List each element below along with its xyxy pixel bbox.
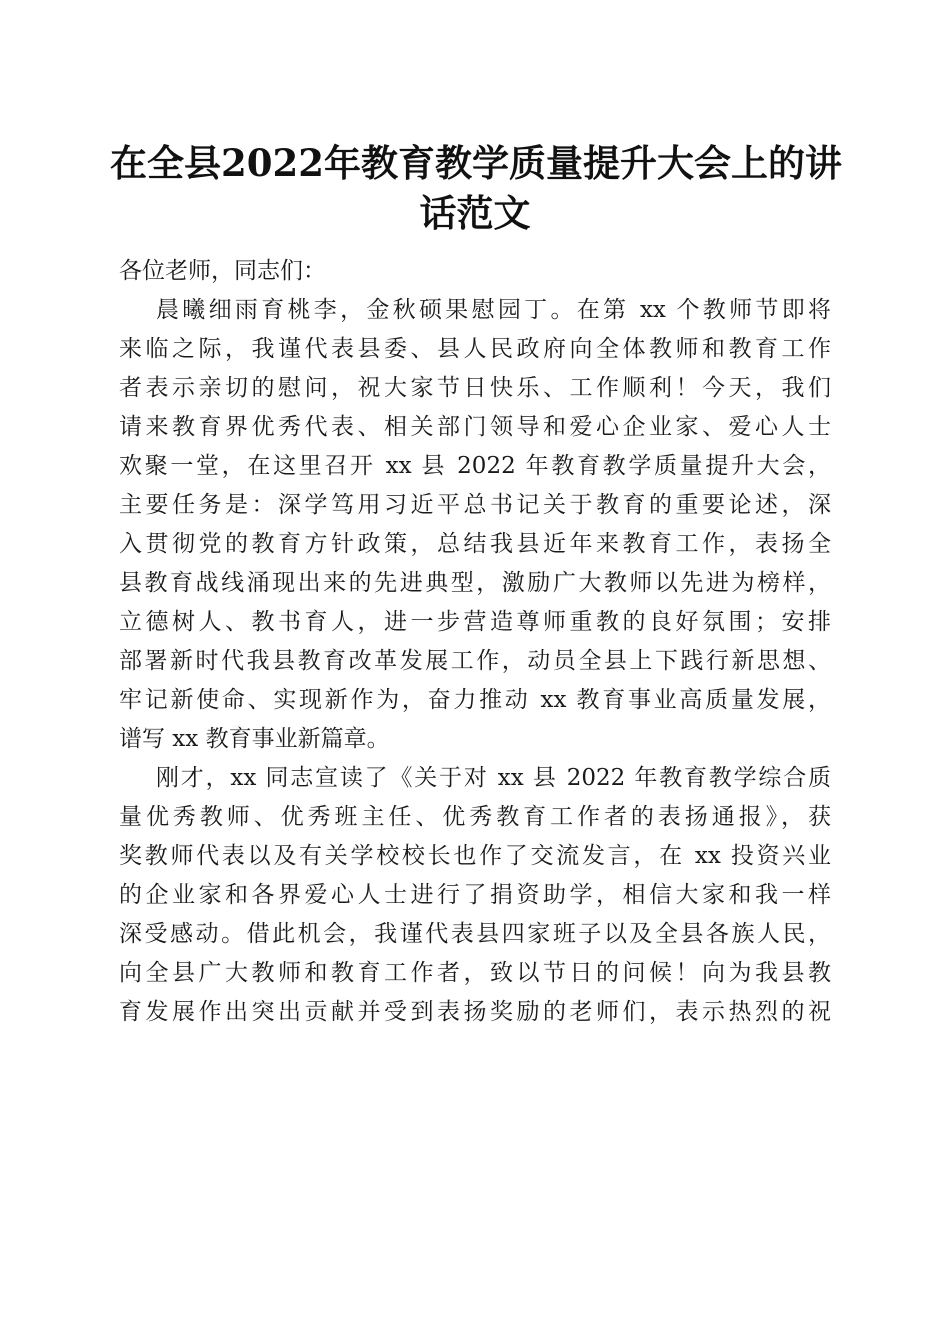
paragraph-line: 牢记新使命、实现新作为，奋力推动 xx 教育事业高质量发展，: [119, 687, 831, 713]
paragraph-line: 者表示亲切的慰问，祝大家节日快乐、工作顺利！今天，我们: [119, 375, 831, 401]
paragraph-line: 请来教育界优秀代表、相关部门领导和爱心企业家、爱心人士: [119, 414, 831, 440]
paragraph-line: 来临之际，我谨代表县委、县人民政府向全体教师和教育工作: [119, 336, 831, 362]
paragraph-line: 晨曦细雨育桃李，金秋硕果慰园丁。在第 xx 个教师节即将: [156, 297, 831, 323]
document-body: [119, 252, 831, 1032]
paragraph-line: 量优秀教师、优秀班主任、优秀教育工作者的表扬通报》，获: [119, 804, 831, 830]
paragraph-line: 部署新时代我县教育改革发展工作，动员全县上下践行新思想、: [119, 648, 831, 674]
paragraph-line: 育发展作出突出贡献并受到表扬奖励的老师们，表示热烈的祝: [119, 999, 831, 1025]
paragraph-1: [119, 291, 831, 759]
document-title: [110, 138, 840, 238]
paragraph-line: 刚才，xx 同志宣读了《关于对 xx 县 2022 年教育教学综合质: [156, 765, 831, 791]
paragraph-line: 主要任务是：深学笃用习近平总书记关于教育的重要论述，深: [119, 492, 831, 518]
paragraph-line: 奖教师代表以及有关学校校长也作了交流发言，在 xx 投资兴业: [119, 843, 831, 869]
paragraph-line: 欢聚一堂，在这里召开 xx 县 2022 年教育教学质量提升大会，: [119, 453, 831, 479]
title-line-1: 在全县2022年教育教学质量提升大会上的讲: [110, 141, 842, 185]
paragraph-line: 县教育战线涌现出来的先进典型，激励广大教师以先进为榜样，: [119, 570, 831, 596]
paragraph-line: 深受感动。借此机会，我谨代表县四家班子以及全县各族人民，: [119, 921, 831, 947]
salutation: 各位老师，同志们：: [119, 258, 326, 284]
title-line-2: 话范文: [419, 191, 531, 235]
paragraph-line: 谱写 xx 教育事业新篇章。: [119, 726, 390, 752]
paragraph-line: 的企业家和各界爱心人士进行了捐资助学，相信大家和我一样: [119, 882, 831, 908]
paragraph-line: 入贯彻党的教育方针政策，总结我县近年来教育工作，表扬全: [119, 531, 831, 557]
paragraph-line: 立德树人、教书育人，进一步营造尊师重教的良好氛围；安排: [119, 609, 831, 635]
paragraph-line: 向全县广大教师和教育工作者，致以节日的问候！向为我县教: [119, 960, 831, 986]
paragraph-2: [119, 759, 831, 1032]
